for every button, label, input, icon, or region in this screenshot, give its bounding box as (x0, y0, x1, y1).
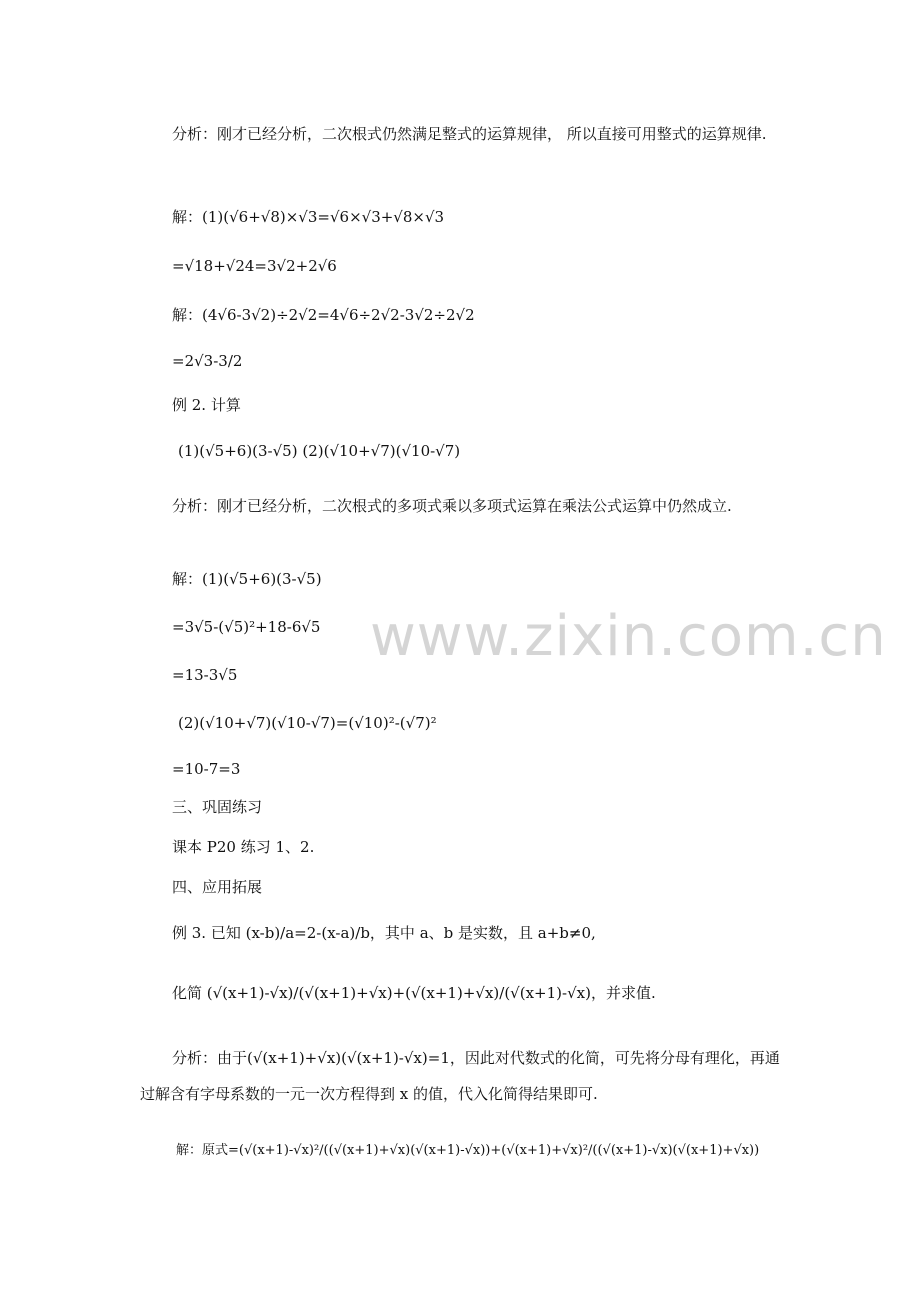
solution-line: =13-3√5 (172, 666, 238, 684)
solution-line: 解：(1)(√5+6)(3-√5) (172, 570, 322, 588)
example-3-statement: 例 3. 已知 (x-b)/a=2-(x-a)/b，其中 a、b 是实数，且 a+b≠0, (172, 924, 596, 942)
paragraph-analysis-2: 分析：刚才已经分析，二次根式的多项式乘以多项式运算在乘法公式运算中仍然成立. (172, 497, 732, 515)
paragraph-analysis-1: 分析：刚才已经分析，二次根式仍然满足整式的运算规律， 所以直接可用整式的运算规律. (172, 125, 767, 143)
watermark: www.zixin.com.cn (370, 604, 887, 669)
example-heading: 例 2. 计算 (172, 396, 241, 414)
section-heading: 四、应用拓展 (172, 878, 263, 896)
solution-line: =2√3-3/2 (172, 352, 243, 370)
textbook-reference: 课本 P20 练习 1、2. (172, 838, 315, 856)
example-problems: (1)(√5+6)(3-√5) (2)(√10+√7)(√10-√7) (178, 442, 461, 460)
solution-line: 解：原式=(√(x+1)-√x)²/((√(x+1)+√x)(√(x+1)-√x))+(√(x+1)+√x)²/((√(x+1)-√x)(√(x+1)+√x)) (176, 1143, 760, 1158)
solution-line: (2)(√10+√7)(√10-√7)=(√10)²-(√7)² (178, 714, 437, 732)
solution-line: 解：(1)(√6+√8)×√3=√6×√3+√8×√3 (172, 208, 445, 226)
solution-line: =10-7=3 (172, 760, 241, 778)
section-heading: 三、巩固练习 (172, 798, 263, 816)
example-3-task: 化简 (√(x+1)-√x)/(√(x+1)+√x)+(√(x+1)+√x)/(√(x+1)-√x)，并求值. (172, 984, 656, 1002)
solution-line: 解：(4√6-3√2)÷2√2=4√6÷2√2-3√2÷2√2 (172, 306, 475, 324)
solution-line: =3√5-(√5)²+18-6√5 (172, 618, 321, 636)
solution-line: =√18+√24=3√2+2√6 (172, 257, 337, 275)
paragraph-analysis-3: 分析：由于(√(x+1)+√x)(√(x+1)-√x)=1，因此对代数式的化简，可先将分母有理化，再通过解含有字母系数的一元一次方程得到 x 的值，代入化简得结果即可. (140, 1049, 780, 1103)
